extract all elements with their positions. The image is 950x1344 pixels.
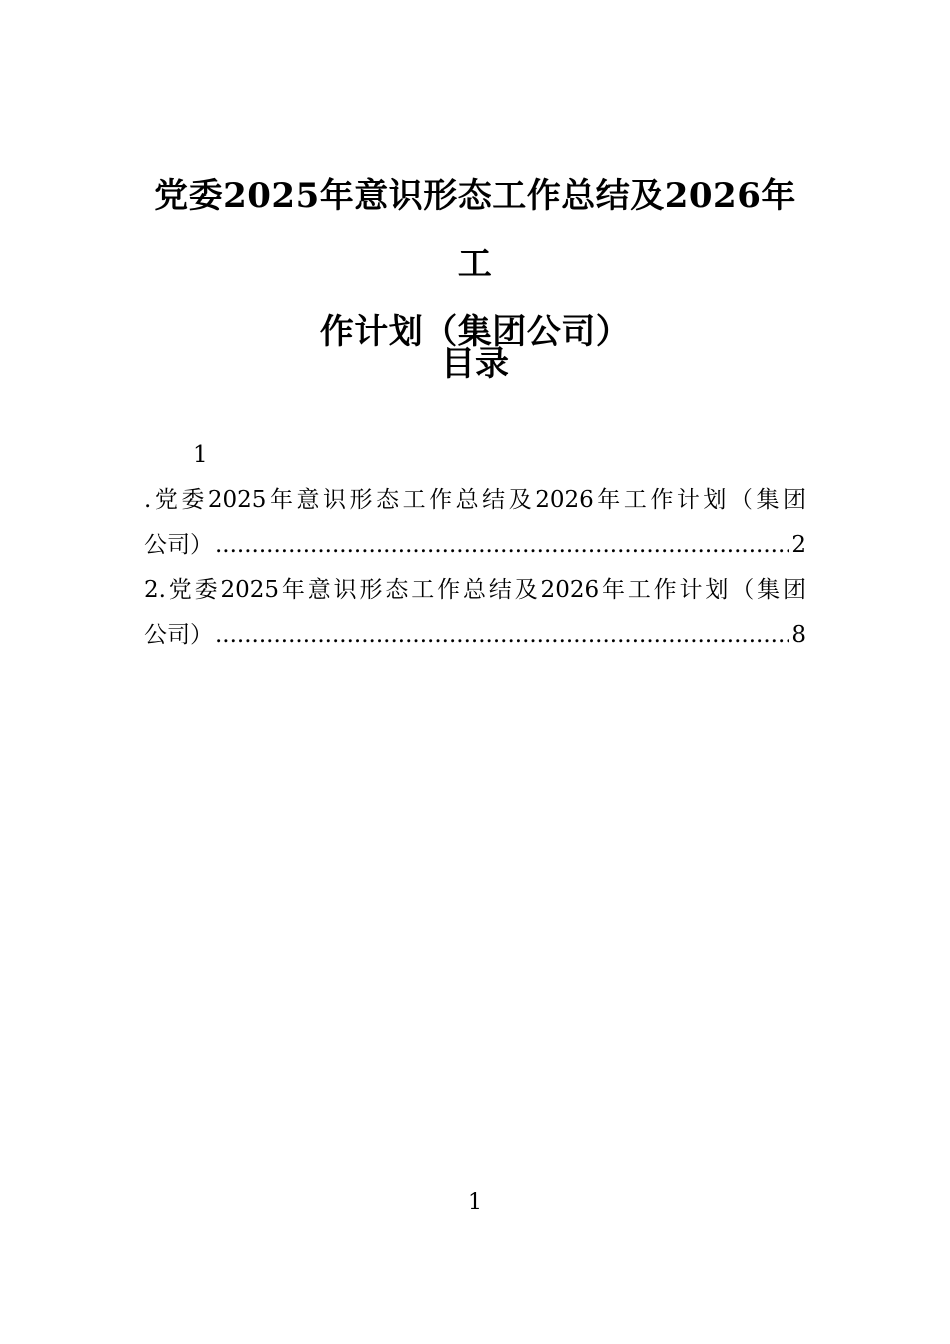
toc-page-number: 2 — [791, 532, 806, 558]
toc-dot-leader — [215, 523, 789, 568]
toc-entry-title-end: 公司） — [144, 532, 213, 558]
toc-heading: 目录 — [441, 344, 509, 384]
toc-entry-number: 1 — [193, 442, 208, 468]
page-number: 1 — [468, 1190, 482, 1215]
title-line-1: 党委2025年意识形态工作总结及2026年工 — [154, 176, 796, 284]
toc-entry[interactable] — [144, 478, 806, 568]
toc-list — [144, 478, 806, 658]
toc-page-number: 8 — [791, 622, 806, 648]
toc-entry-title[interactable]: 2.党委2025年意识形态工作总结及2026年工作计划（集团 — [144, 577, 806, 603]
toc-entry[interactable] — [144, 568, 806, 658]
toc-entry-continuation[interactable] — [144, 613, 806, 658]
toc-entry-title[interactable]: .党委2025年意识形态工作总结及2026年工作计划（集团 — [144, 487, 806, 513]
toc-entry-title-end: 公司） — [144, 622, 213, 648]
toc-dot-leader — [215, 613, 789, 658]
title-line-2: 作计划（集团公司） — [319, 312, 631, 352]
toc-entry-continuation[interactable] — [144, 523, 806, 568]
